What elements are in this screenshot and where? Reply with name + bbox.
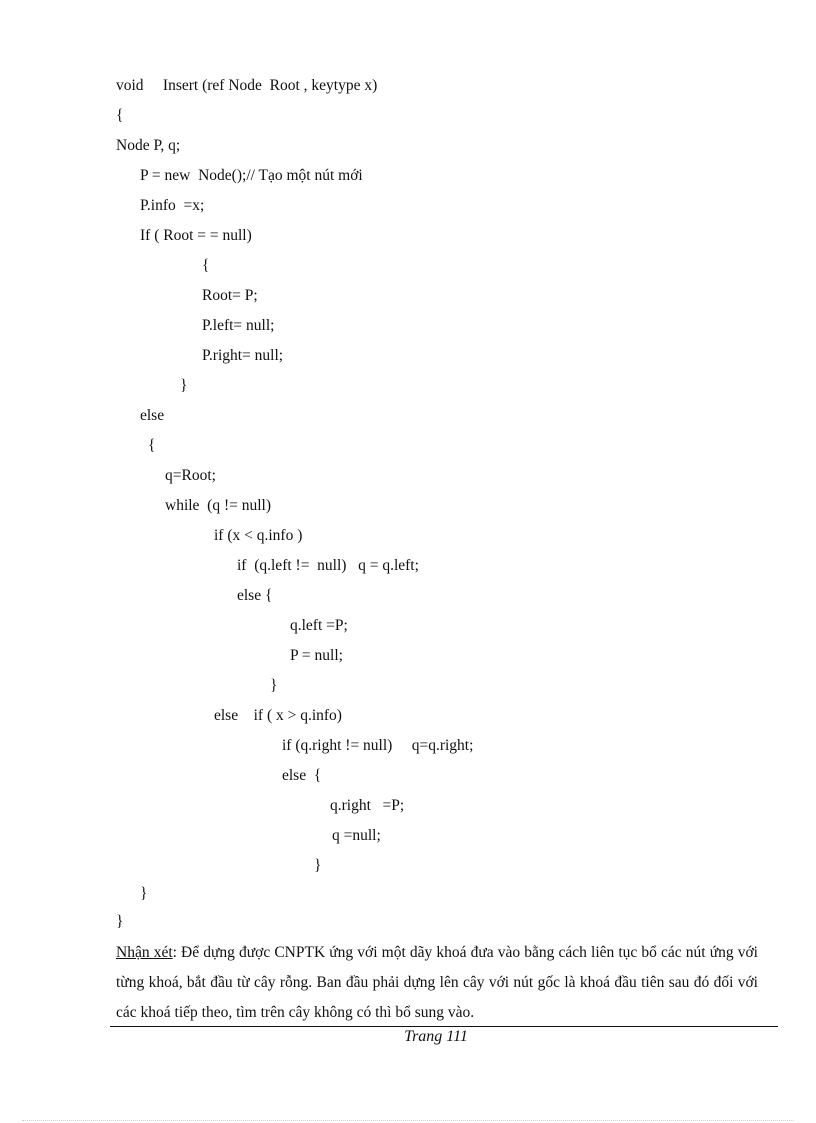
code-line-root-assign: Root= P;	[202, 287, 258, 304]
code-line-left-null: P.left= null;	[202, 317, 275, 334]
code-line-close-brace: }	[270, 677, 278, 694]
code-line-close-brace: }	[116, 913, 124, 930]
code-line-if-root-null: If ( Root = = null)	[140, 227, 252, 244]
code-line-close-brace: }	[140, 885, 148, 902]
code-line-left-assign: q.left =P;	[290, 617, 348, 634]
code-line-assign-info: P.info =x;	[140, 197, 205, 214]
code-line-else-open: else {	[237, 587, 273, 604]
code-line-q-null: q =null;	[332, 827, 381, 844]
code-line-function-signature: void Insert (ref Node Root , keytype x)	[116, 77, 378, 94]
code-line-if-less: if (x < q.info )	[214, 527, 303, 544]
code-line-right-assign: q.right =P;	[330, 797, 405, 814]
code-line-while-loop: while (q != null)	[165, 497, 272, 514]
code-line-close-brace: }	[180, 377, 188, 394]
code-line-q-root: q=Root;	[165, 467, 216, 484]
code-line-declaration: Node P, q;	[116, 137, 181, 154]
code-line-right-null: P.right= null;	[202, 347, 284, 364]
code-line-p-null: P = null;	[290, 647, 343, 664]
page-bottom-edge	[22, 1120, 794, 1121]
code-line-else-if-greater: else if ( x > q.info)	[214, 707, 342, 724]
code-line-close-brace: }	[314, 857, 322, 874]
code-line-else-open: else {	[282, 767, 322, 784]
code-line-open-brace: {	[202, 257, 210, 274]
code-line-open-brace: {	[148, 437, 156, 454]
code-line-else: else	[140, 407, 165, 424]
code-line-new-node: P = new Node();// Tạo một nút mới	[140, 167, 363, 184]
code-line-if-left-not-null: if (q.left != null) q = q.left;	[237, 557, 419, 574]
remark-label: Nhận xét	[116, 944, 173, 961]
remark-paragraph	[116, 938, 758, 1028]
remark-text: : Để dựng được CNPTK ứng với một dãy khoá đưa vào bằng cách liên tục bổ các nút ứng với từng khoá, bắt đầu từ cây rỗng. Ban đầu phải dựng lên cây với nút gốc là khoá đầu tiên sau đó đối với các khoá tiếp theo, tìm trên cây không có thì bổ sung vào.	[116, 944, 758, 1021]
code-line-if-right-not-null: if (q.right != null) q=q.right;	[282, 737, 474, 754]
page-number: Trang 111	[404, 1028, 468, 1045]
footer-divider	[110, 1026, 778, 1027]
code-line-open-brace: {	[116, 107, 124, 124]
